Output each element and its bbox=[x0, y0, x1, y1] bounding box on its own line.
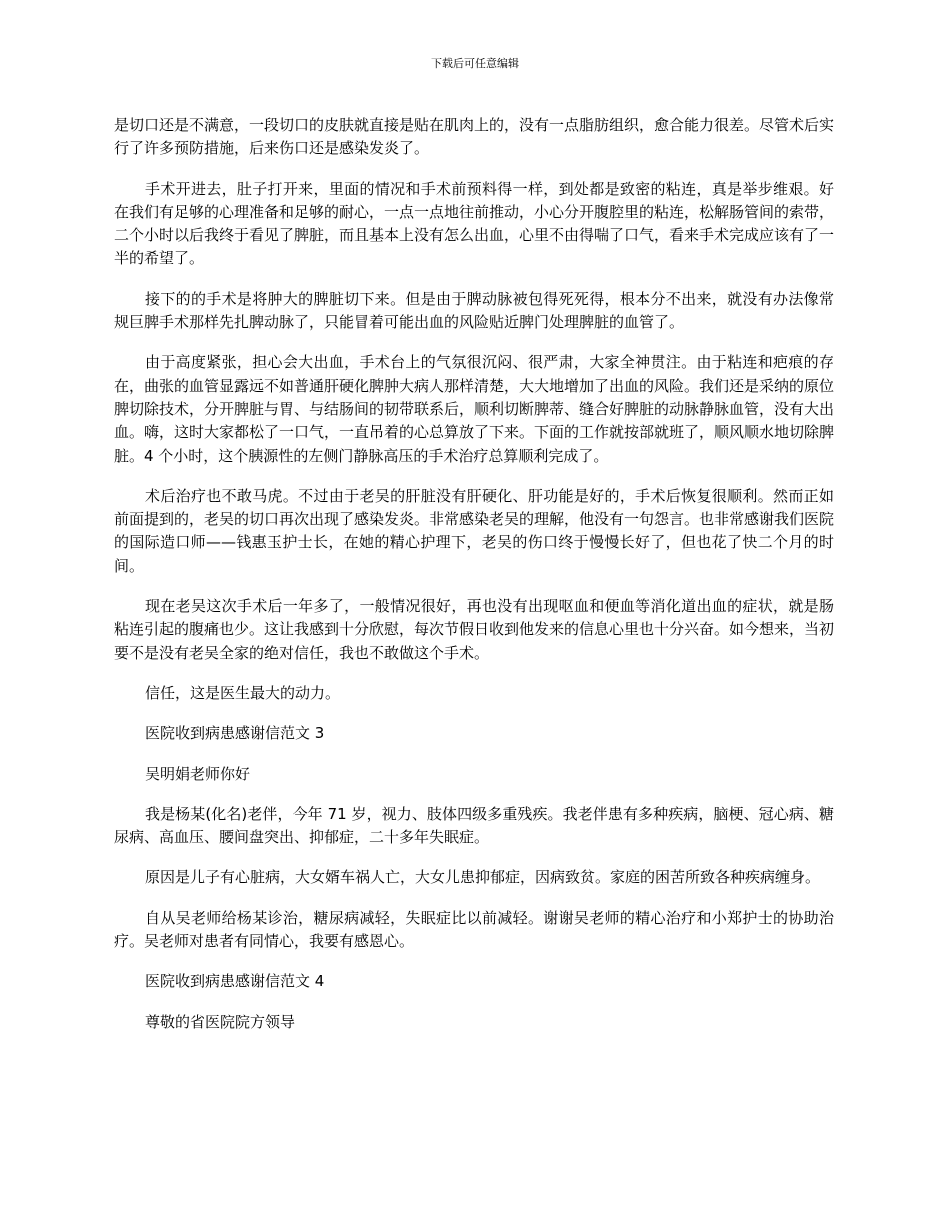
paragraph-8: 我是杨某(化名)老伴，今年 71 岁，视力、肢体四级多重残疾。我老伴患有多种疾病，脑梗、冠心病、糖尿病、高血压、腰间盘突出、抑郁症，二十多年失眠症。 bbox=[114, 804, 834, 847]
paragraph-10: 自从吴老师给杨某诊治，糖尿病减轻，失眠症比以前减轻。谢谢吴老师的精心治疗和小郑护士的协助治疗。吴老师对患者有同情心，我要有感恩心。 bbox=[114, 908, 834, 951]
salutation-1: 吴明娟老师你好 bbox=[145, 764, 251, 783]
paragraph-4: 由于高度紧张，担心会大出血，手术台上的气氛很沉闷、很严肃，大家全神贯注。由于粘连和疤痕的存在，曲张的血管显露远不如普通肝硬化脾肿大病人那样清楚，大大地增加了出血的风险。我们还是采纳的原位脾切除技术，分开脾脏与胃、与结肠间的韧带联系后，顺利切断脾蒂、缝合好脾脏的动脉静脉血管，没有大出血。嗨，这时大家都松了一口气，一直吊着的心总算放了下来。下面的工作就按部就班了，顺风顺水地切除脾脏。4 个小时，这个胰源性的左侧门静脉高压的手术治疗总算顺利完成了。 bbox=[114, 353, 835, 465]
paragraph-1: 是切口还是不满意，一段切口的皮肤就直接是贴在肌肉上的，没有一点脂肪组织，愈合能力很差。尽管术后实行了许多预防措施，后来伤口还是感染发炎了。 bbox=[114, 116, 835, 158]
page-header-note: 下载后可任意编辑 bbox=[431, 57, 519, 70]
paragraph-2: 手术开进去，肚子打开来，里面的情况和手术前预料得一样，到处都是致密的粘连，真是举步维艰。好在我们有足够的心理准备和足够的耐心，一点一点地往前推动，小心分开腹腔里的粘连，松解肠管间的索带，二个小时以后我终于看见了脾脏，而且基本上没有怎么出血，心里不由得喘了口气，看来手术完成应该有了一半的希望了。 bbox=[114, 179, 835, 268]
document-body bbox=[114, 114, 834, 1051]
paragraph-5: 术后治疗也不敢马虎。不过由于老吴的肝脏没有肝硬化、肝功能是好的，手术后恢复很顺利。然而正如前面提到的，老吴的切口再次出现了感染发炎。非常感染老吴的理解，他没有一句怨言。也非常感谢我们医院的国际造口师——钱惠玉护士长，在她的精心护理下，老吴的伤口终于慢慢长好了，但也花了快二个月的时间。 bbox=[114, 486, 835, 575]
paragraph-7: 信任，这是医生最大的动力。 bbox=[145, 683, 341, 702]
section-heading-3: 医院收到病患感谢信范文 3 bbox=[145, 724, 325, 743]
salutation-2: 尊敬的省医院院方领导 bbox=[145, 1012, 296, 1031]
paragraph-9: 原因是儿子有心脏病，大女婿车祸人亡，大女儿患抑郁症，因病致贫。家庭的困苦所致各种疾病缠身。 bbox=[145, 868, 821, 887]
section-heading-4: 医院收到病患感谢信范文 4 bbox=[145, 972, 325, 991]
paragraph-6: 现在老吴这次手术后一年多了，一般情况很好，再也没有出现呕血和便血等消化道出血的症状，就是肠粘连引起的腹痛也少。这让我感到十分欣慰，每次节假日收到他发来的信息心里也十分兴奋。如今想来，当初要不是没有老吴全家的绝对信任，我也不敢做这个手术。 bbox=[114, 597, 835, 662]
paragraph-3: 接下的的手术是将肿大的脾脏切下来。但是由于脾动脉被包得死死得，根本分不出来，就没有办法像常规巨脾手术那样先扎脾动脉了，只能冒着可能出血的风险贴近脾门处理脾脏的血管了。 bbox=[114, 289, 834, 332]
